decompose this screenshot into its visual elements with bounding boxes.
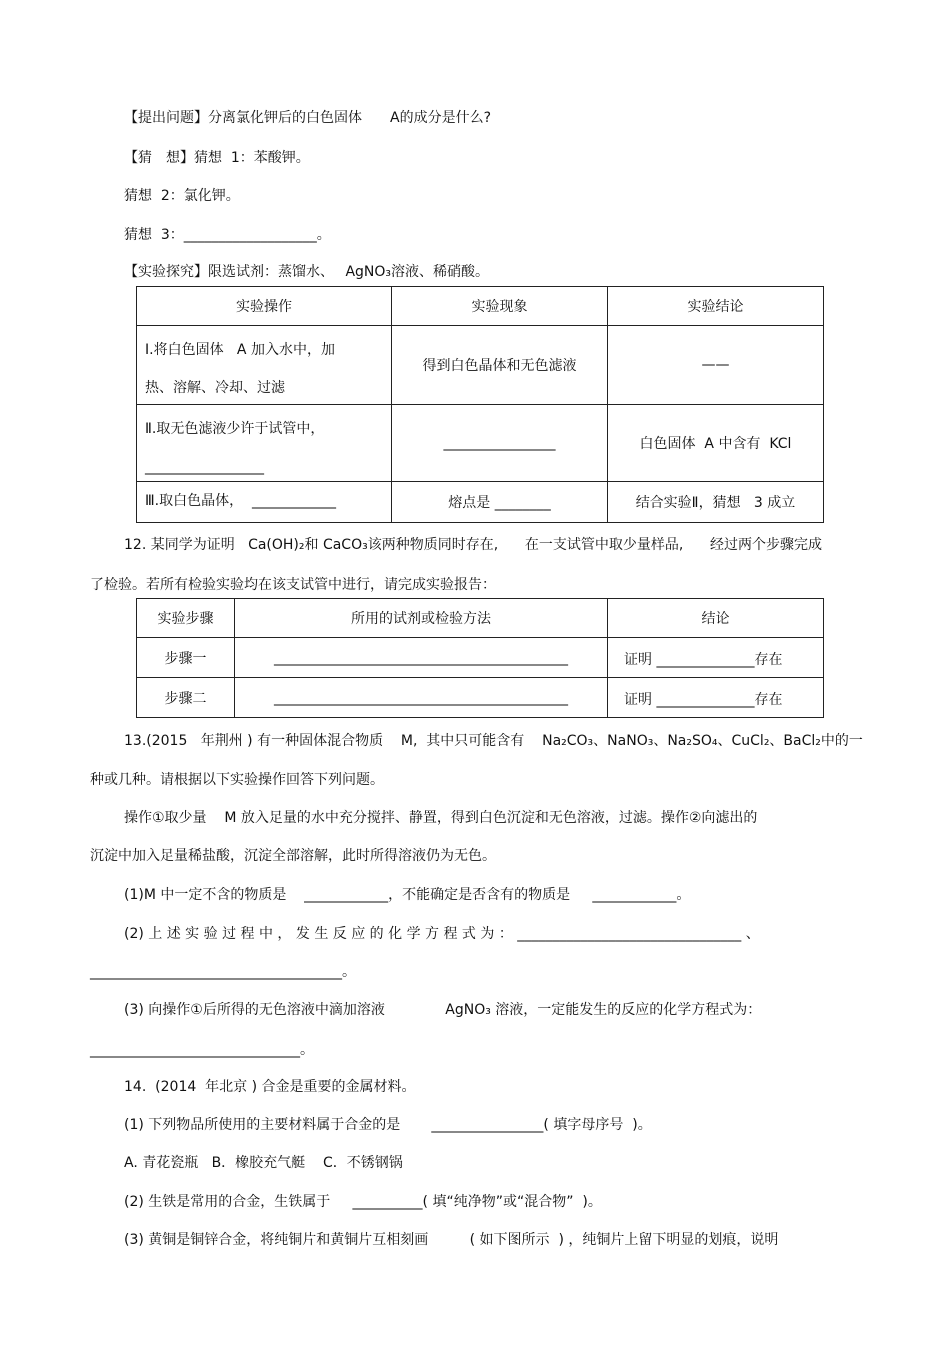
- row3-phenomenon: 熔点是 ________: [392, 482, 608, 523]
- row2-operation-line1: Ⅱ.取无色滤液少许于试管中，: [145, 421, 325, 437]
- guess-2: 猜想 2：氯化钾。: [124, 188, 240, 204]
- q12-header-step: 实验步骤: [137, 599, 235, 638]
- q13-part1: (1)M 中一定不含的物质是 ____________，不能确定是否含有的物质是 ____________。: [124, 887, 691, 903]
- q13-part2-line2: ____________________________________。: [90, 964, 356, 980]
- row2-phenomenon-blank: ________________: [392, 405, 608, 482]
- q12-step2-label: 步骤二: [137, 678, 235, 718]
- q12-line2: 了检验。若所有检验实验均在该支试管中进行，请完成实验报告：: [90, 577, 496, 593]
- row3-conclusion: 结合实验Ⅱ，猜想 3 成立: [608, 482, 824, 523]
- q13-line4: 沉淀中加入足量稀盐酸，沉淀全部溶解，此时所得溶液仍为无色。: [90, 848, 496, 864]
- experiment-table: [136, 286, 824, 523]
- q14-part2: (2) 生铁是常用的合金，生铁属于 __________( 填“纯净物”或“混合物” )。: [124, 1194, 602, 1210]
- q14-part1: (1) 下列物品所使用的主要材料属于合金的是 ________________( 填字母序号 )。: [124, 1117, 652, 1133]
- question-line: 【提出问题】分离氯化钾后的白色固体 A的成分是什么?: [124, 110, 492, 126]
- row3-operation-text: Ⅲ.取白色晶体， ____________: [145, 493, 337, 509]
- guess-1: 【猜 想】猜想 1：苯酸钾。: [124, 150, 310, 166]
- q14-line1: 14. (2014 年北京 ) 合金是重要的金属材料。: [124, 1079, 416, 1095]
- row1-operation: [137, 326, 392, 405]
- q12-step2-conclusion-text: 证明 ______________存在: [624, 692, 783, 708]
- row2-operation: [137, 405, 392, 482]
- q13-line3: 操作①取少量 M 放入足量的水中充分搅拌、静置，得到白色沉淀和无色溶液，过滤。操作②向滤出的: [124, 810, 758, 826]
- q13-part2-line1: (2) 上 述 实 验 过 程 中 ， 发 生 反 应 的 化 学 方 程 式 为 ： ________________________________ 、: [124, 926, 760, 942]
- q12-header-method: 所用的试剂或检验方法: [235, 599, 608, 638]
- q13-part3-line1: (3) 向操作①后所得的无色溶液中滴加溶液 AgNO₃ 溶液，一定能发生的反应的化学方程式为：: [124, 1002, 762, 1018]
- header-phenomenon: 实验现象: [392, 287, 608, 326]
- q12-step2-blank: __________________________________________: [235, 678, 608, 718]
- row1-conclusion: ——: [608, 326, 824, 405]
- q13-line2: 种或几种。请根据以下实验操作回答下列问题。: [90, 772, 384, 788]
- q12-line1: 12. 某同学为证明 Ca(OH)₂和 CaCO₃该两种物质同时存在, 在一支试管中取少量样品, 经过两个步骤完成: [124, 537, 823, 553]
- header-operation: 实验操作: [137, 287, 392, 326]
- q12-report-table: [136, 598, 824, 718]
- experiment-reagents: 【实验探究】限选试剂：蒸馏水、 AgNO₃溶液、稀硝酸。: [124, 264, 490, 280]
- row1-operation-line2: 热、溶解、冷却、过滤: [145, 380, 285, 396]
- q12-step1-conclusion-text: 证明 ______________存在: [624, 652, 783, 668]
- row1-phenomenon: 得到白色晶体和无色滤液: [392, 326, 608, 405]
- row2-conclusion: 白色固体 A 中含有 KCl: [608, 405, 824, 482]
- q14-part3: (3) 黄铜是铜锌合金，将纯铜片和黄铜片互相刻画 ( 如下图所示 ) ，纯铜片上留下明显的划痕，说明: [124, 1232, 779, 1248]
- q14-options: A. 青花瓷瓶 B．橡胶充气艇 C．不锈钢锅: [124, 1155, 403, 1171]
- q12-step1-conclusion: [608, 638, 824, 678]
- q12-step1-blank: __________________________________________: [235, 638, 608, 678]
- row3-operation: [137, 482, 392, 523]
- guess-3: 猜想 3：___________________。: [124, 227, 331, 243]
- header-conclusion: 实验结论: [608, 287, 824, 326]
- row1-operation-line1: Ⅰ.将白色固体 A 加入水中，加: [145, 342, 335, 358]
- row2-operation-blank: _________________: [145, 459, 264, 475]
- q12-step2-conclusion: [608, 678, 824, 718]
- q12-step1-label: 步骤一: [137, 638, 235, 678]
- q13-line1: 13.(2015 年荆州 ) 有一种固体混合物质 M, 其中只可能含有 Na₂CO₃、NaNO₃、Na₂SO₄、CuCl₂、BaCl₂中的一: [124, 733, 863, 749]
- q13-part3-line2: ______________________________。: [90, 1042, 314, 1058]
- q12-header-conclusion: 结论: [608, 599, 824, 638]
